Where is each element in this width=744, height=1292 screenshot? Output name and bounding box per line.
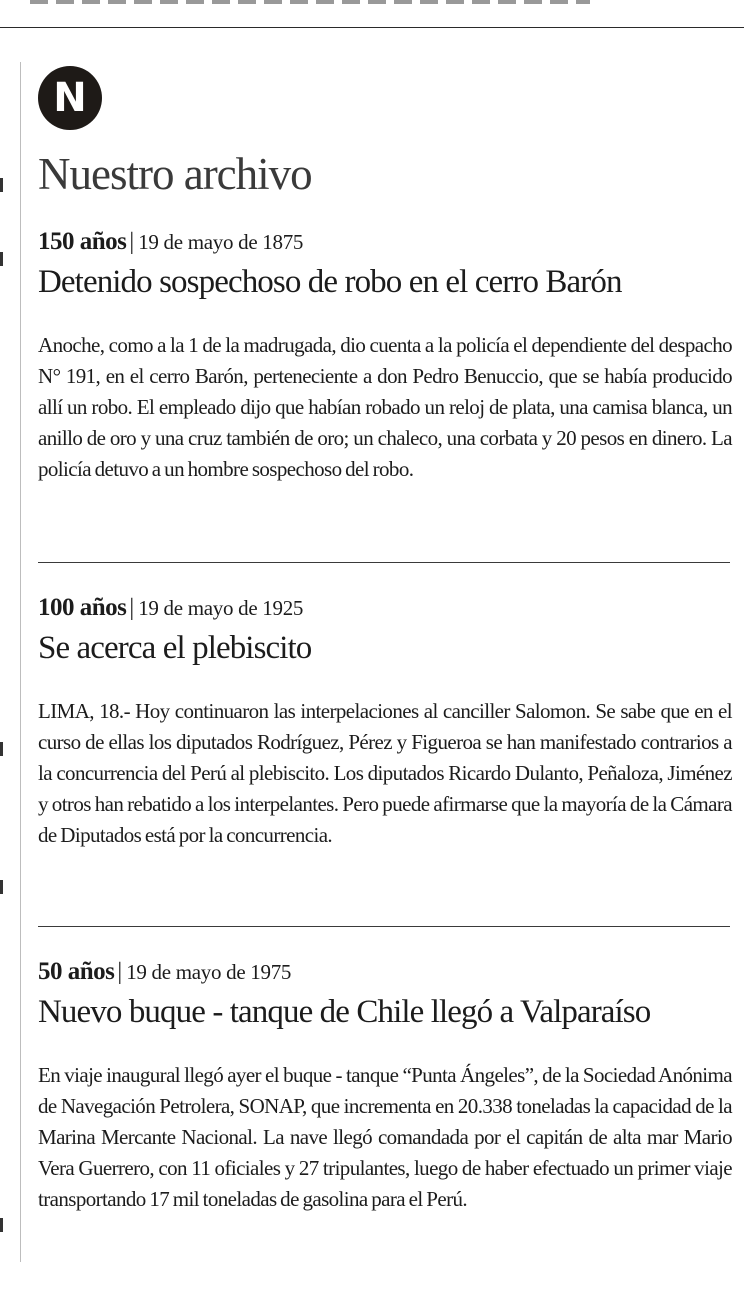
- archive-entry-50: [38, 958, 732, 1215]
- entry-body: En viaje inaugural llegó ayer el buque - tanque “Punta Ángeles”, de la Sociedad Anónima de Navegación Petrolera, SONAP, que incrementa en 20.338 toneladas la capacidad de la Marina Mercante Nacional. La nave llegó comandada por el capitán de alta mar Mario Vera Guerrero, con 11 oficiales y 27 tripulantes, luego de haber efectuado un primer viaje transportando 17 mil toneladas de gasolina para el Perú.: [38, 1063, 732, 1211]
- entry-body: Anoche, como a la 1 de la madrugada, dio cuenta a la policía el dependiente del despacho N° 191, en el cerro Barón, perteneciente a don Pedro Benuccio, que se había producido allí un robo. El empleado dijo que habían robado un reloj de plata, una camisa blanca, un anillo de oro y una cruz también de oro; un chaleco, una corbata y 20 pesos en dinero. La policía detuvo a un hombre sospechoso del robo.: [38, 333, 732, 481]
- entry-body: LIMA, 18.- Hoy continuaron las interpelaciones al canciller Salomon. Se sabe que en el curso de ellas los diputados Rodríguez, Pérez y Figueroa se han manifestado contrarios a la concurrencia del Perú al plebiscito. Los diputados Ricardo Dulanto, Peñaloza, Jiménez y otros han rebatido a los interpelantes. Pero puede afirmarse que la mayoría de la Cámara de Diputados está por la concurrencia.: [38, 699, 732, 847]
- archive-entry-100: [38, 594, 732, 851]
- entry-years: 50 años: [38, 958, 115, 985]
- entry-divider: [38, 926, 730, 927]
- column-rule: [20, 62, 21, 1262]
- previous-article-remnant: [30, 0, 590, 4]
- top-divider: [0, 27, 744, 28]
- entry-kicker: [38, 594, 732, 622]
- entry-divider: [38, 562, 730, 563]
- entry-headline: Se acerca el plebiscito: [38, 630, 312, 666]
- left-edge-marks: [0, 0, 4, 1292]
- entry-headline: Nuevo buque - tanque de Chile llegó a Valparaíso: [38, 994, 651, 1030]
- kicker-separator: |: [129, 595, 135, 621]
- entry-headline: Detenido sospechoso de robo en el cerro Barón: [38, 264, 622, 300]
- kicker-separator: |: [129, 229, 135, 255]
- entry-years: 150 años: [38, 228, 127, 255]
- entry-years: 100 años: [38, 594, 127, 621]
- section-title: Nuestro archivo: [38, 149, 312, 199]
- entry-date: 19 de mayo de 1875: [138, 230, 304, 254]
- newspaper-logo: [38, 66, 102, 130]
- entry-date: 19 de mayo de 1975: [126, 960, 292, 984]
- entry-date: 19 de mayo de 1925: [138, 596, 304, 620]
- entry-kicker: [38, 228, 732, 256]
- logo-letter: N: [53, 75, 87, 121]
- entry-kicker: [38, 958, 732, 986]
- archive-entry-150: [38, 228, 732, 485]
- kicker-separator: |: [117, 959, 123, 985]
